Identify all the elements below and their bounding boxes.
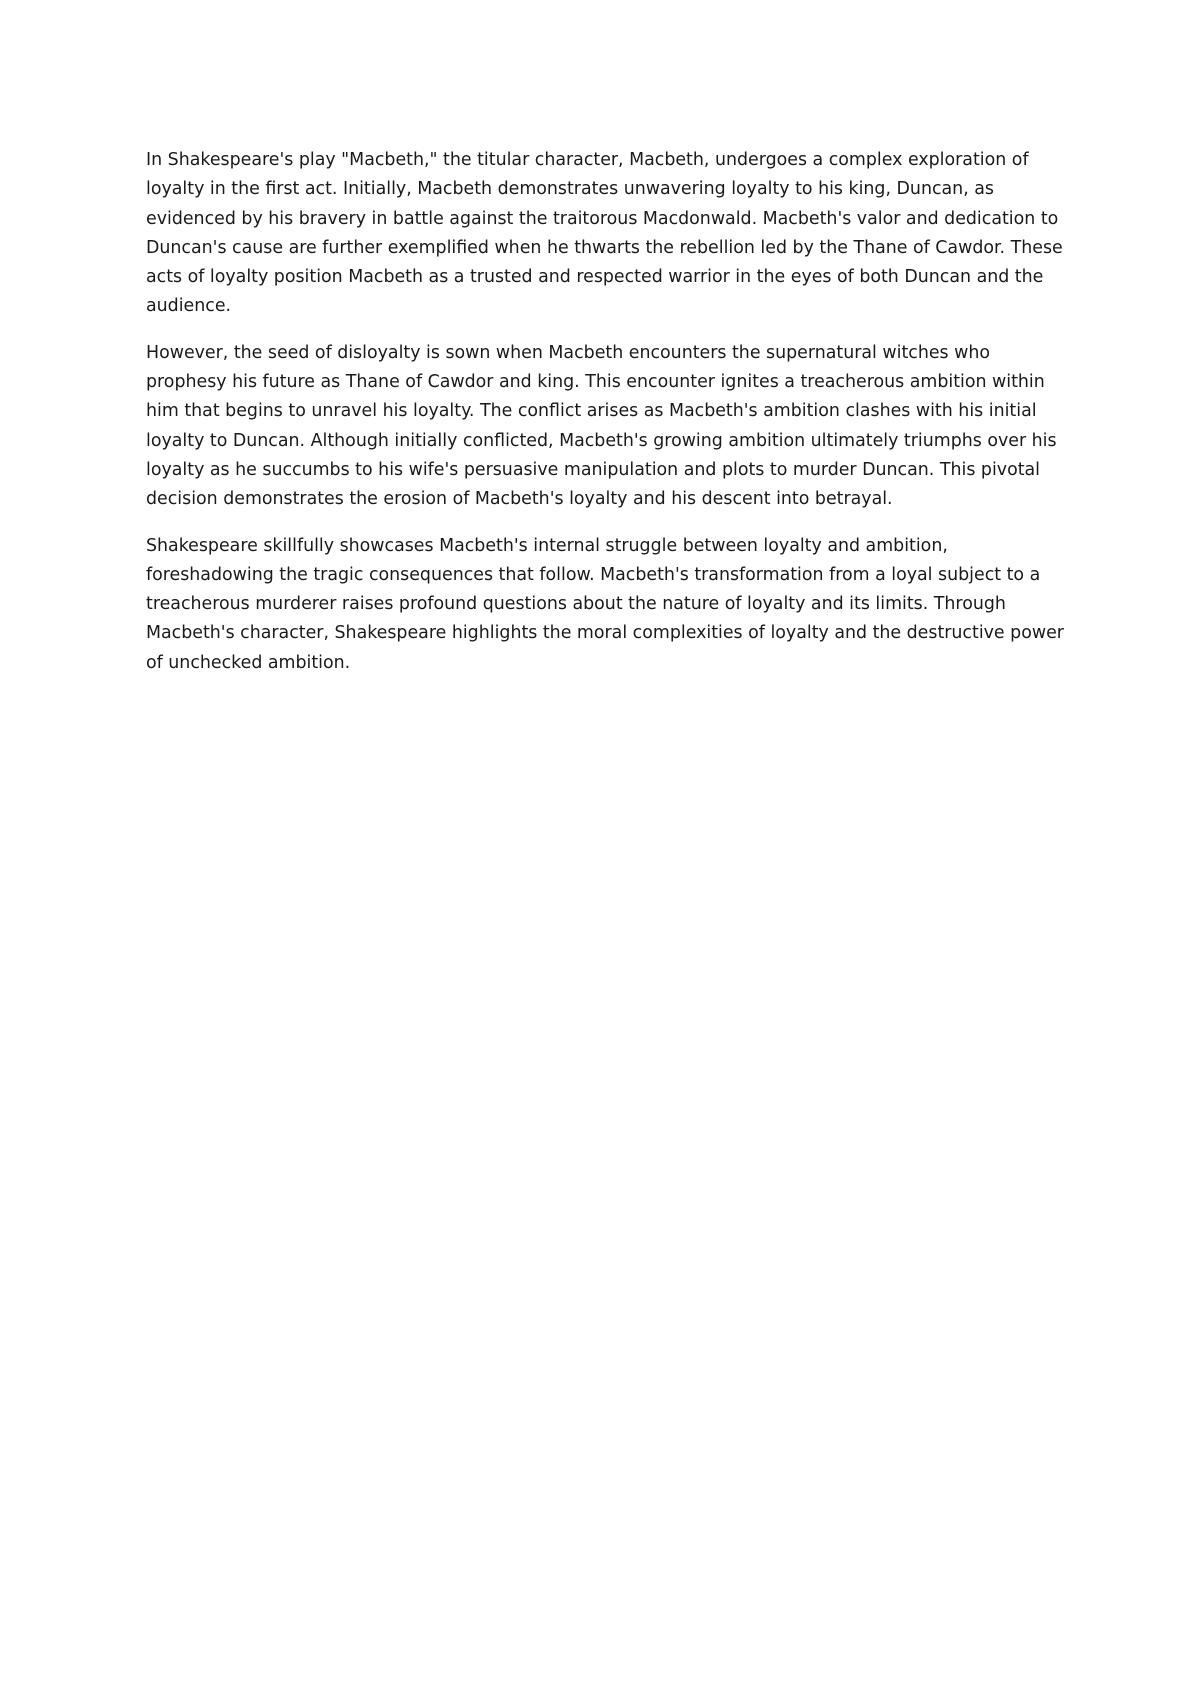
paragraph-1: In Shakespeare's play "Macbeth," the titular character, Macbeth, undergoes a complex exploration of loyalty in the first act. Initially, Macbeth demonstrates unwavering loyalty to his king, Duncan, as evidenced by his bravery in battle against the traitorous Macdonwald. Macbeth's valor and dedication to Duncan's cause are further exemplified when he thwarts the rebellion led by the Thane of Cawdor. These acts of loyalty position Macbeth as a trusted and respected warrior in the eyes of both Duncan and the audience. [146, 150, 1063, 317]
paragraph-3: Shakespeare skillfully showcases Macbeth's internal struggle between loyalty and ambition, foreshadowing the tragic consequences that follow. Macbeth's transformation from a loyal subject to a treacherous murderer raises profound questions about the nature of loyalty and its limits. Through Macbeth's character, Shakespeare highlights the moral complexities of loyalty and the destructive power of unchecked ambition. [146, 535, 1064, 673]
paragraph-2: However, the seed of disloyalty is sown when Macbeth encounters the supernatural witches who prophesy his future as Thane of Cawdor and king. This encounter ignites a treacherous ambition within him that begins to unravel his loyalty. The conflict arises as Macbeth's ambition clashes with his initial loyalty to Duncan. Although initially conflicted, Macbeth's growing ambition ultimately triumphs over his loyalty as he succumbs to his wife's persuasive manipulation and plots to murder Duncan. This pivotal decision demonstrates the erosion of Macbeth's loyalty and his descent into betrayal. [146, 342, 1057, 510]
document-body [146, 146, 1066, 695]
